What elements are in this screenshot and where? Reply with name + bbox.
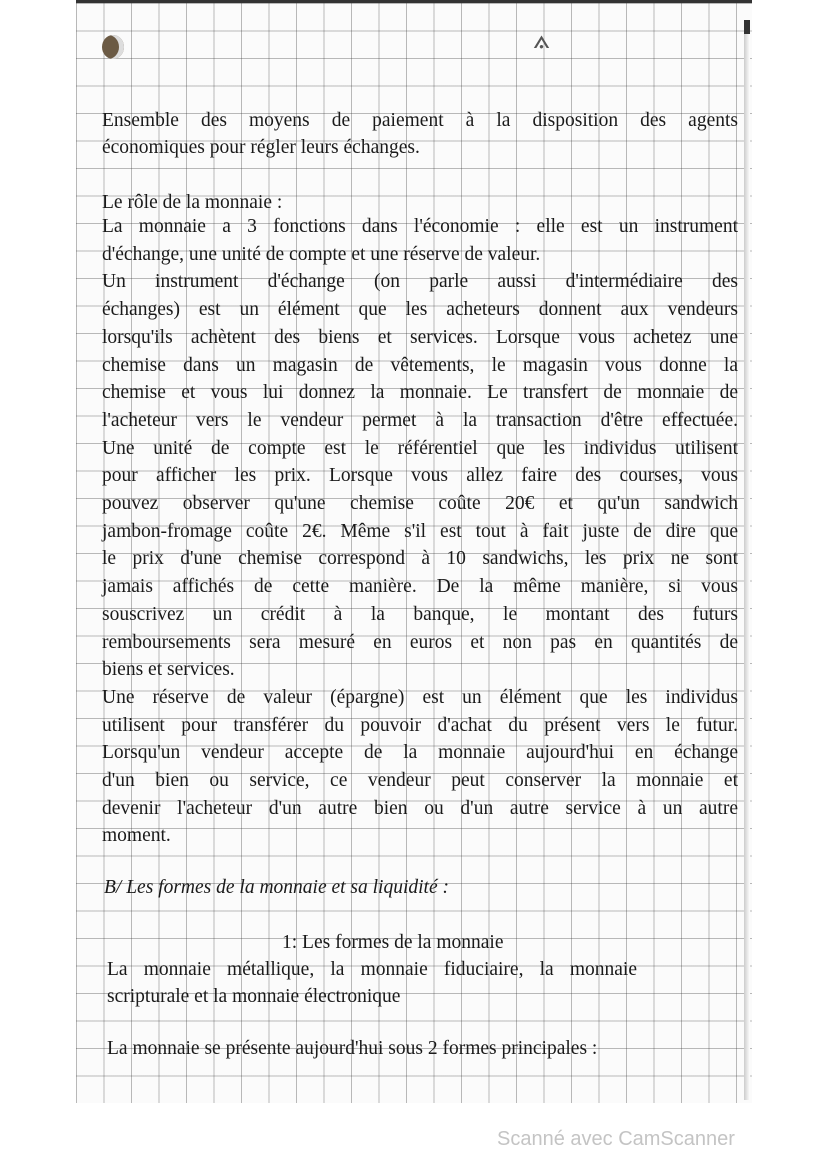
last-line: La monnaie se présente aujourd'hui sous 2 formes principales : [107,1038,598,1059]
torn-hole-icon: ⟑ [533,24,551,55]
edge-mark [744,20,750,34]
role-line: souscrivez un crédit à la banque, le montant des futurs [102,603,738,625]
role-line: d'un bien ou service, ce vendeur peut conserver la monnaie et [102,770,738,791]
forms-line-1: La monnaie métallique, la monnaie fiduciaire, la monnaie [107,959,637,980]
role-line: moment. [102,825,171,847]
role-line: pouvez observer qu'une chemise coûte 20€ et qu'un sandwich [102,493,738,514]
role-line: lorsqu'ils achètent des biens et services. Lorsque vous achetez une [102,326,738,348]
section-b-heading: B/ Les formes de la monnaie et sa liquidité : [104,877,450,898]
role-line: biens et services. [102,659,235,681]
scanner-watermark: Scanné avec CamScanner [497,1128,735,1150]
role-line: chemise dans un magasin de vêtements, le magasin vous donne la [102,354,738,376]
role-line: utilisent pour transférer du pouvoir d'achat du présent vers le futur. [102,714,738,736]
role-line: le prix d'une chemise correspond à 10 sandwichs, les prix ne sont [102,548,738,570]
paper-edge [744,20,750,1100]
role-line: jamais affichés de cette manière. De la même manière, si vous [102,576,738,598]
definition-line-1: Ensemble des moyens de paiement à la disposition des agents [102,110,738,131]
subheading-forms: 1: Les formes de la monnaie [282,932,504,953]
role-line: échanges) est un élément que les acheteurs donnent aux vendeurs [102,299,738,321]
punch-hole-left [102,35,124,59]
role-line: l'acheteur vers le vendeur permet à la transaction d'être effectuée. [102,409,738,431]
role-line: Une réserve de valeur (épargne) est un élément que les individus [102,686,738,708]
role-line: Un instrument d'échange (on parle aussi d'intermédiaire des [102,271,738,293]
role-line: Lorsqu'un vendeur accepte de la monnaie aujourd'hui en échange [102,742,738,764]
forms-line-2: scripturale et la monnaie électronique [107,986,401,1007]
role-line: pour afficher les prix. Lorsque vous allez faire des courses, vous [102,465,738,487]
role-line: d'échange, une unité de compte et une réserve de valeur. [102,243,541,265]
definition-line-2: économiques pour régler leurs échanges. [102,137,420,158]
role-line: remboursements sera mesuré en euros et non pas en quantités de [102,631,738,653]
role-line: jambon-fromage coûte 2€. Même s'il est tout à fait juste de dire que [102,520,738,542]
role-line: Une unité de compte est le référentiel que les individus utilisent [102,437,738,459]
role-line: chemise et vous lui donnez la monnaie. Le transfert de monnaie de [102,382,738,404]
role-line: devenir l'acheteur d'un autre bien ou d'un autre service à un autre [102,797,738,819]
role-line: La monnaie a 3 fonctions dans l'économie : elle est un instrument [102,216,738,237]
role-title: Le rôle de la monnaie : [102,192,283,213]
